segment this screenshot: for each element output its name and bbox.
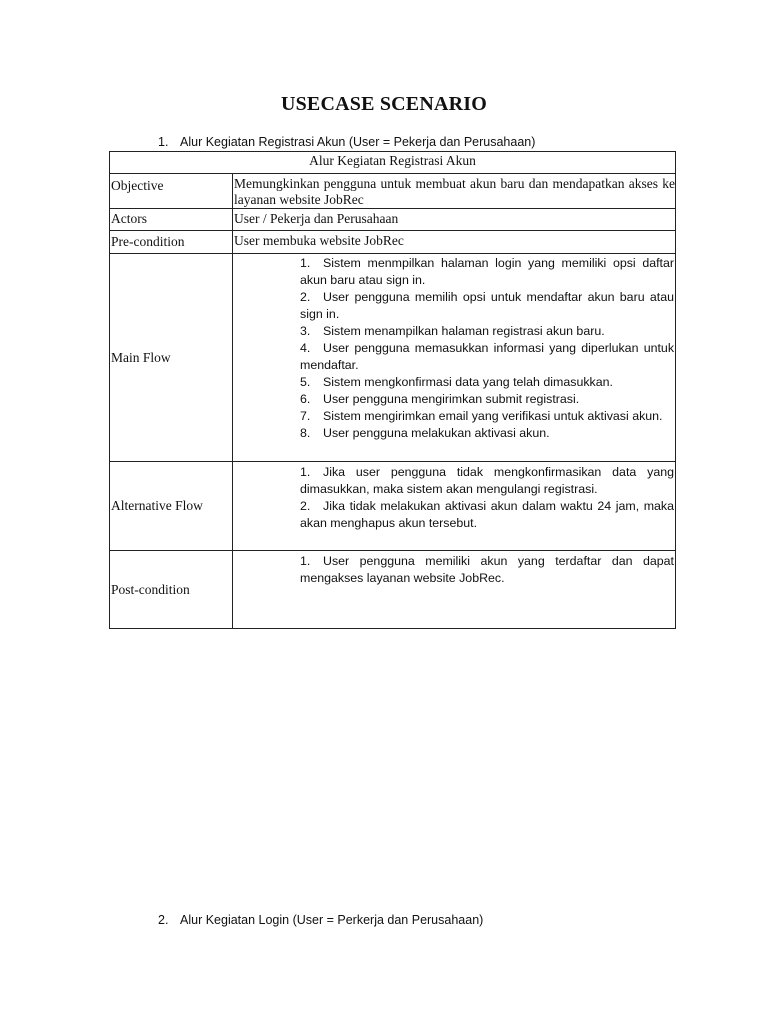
postcondition-list	[233, 553, 675, 587]
section-number: 1.	[158, 135, 169, 149]
table-row-precondition	[110, 231, 676, 254]
step-text: User pengguna melakukan aktivasi akun.	[323, 426, 550, 440]
list-item	[233, 425, 675, 442]
row-label-alternative-flow: Alternative Flow	[110, 462, 233, 551]
list-item	[233, 464, 675, 498]
step-number: 2.	[300, 499, 311, 513]
step-text: User pengguna memiliki akun yang terdaftar dan dapat mengakses layanan website JobRec.	[300, 554, 675, 585]
table-row-alternative-flow	[110, 462, 676, 551]
table-row-actors	[110, 209, 676, 231]
row-value-main-flow	[233, 254, 676, 462]
table-row-objective	[110, 174, 676, 209]
row-label-precondition: Pre-condition	[110, 231, 233, 254]
row-value-postcondition	[233, 551, 676, 629]
step-text: User pengguna memilih opsi untuk mendaftar akun baru atau sign in.	[300, 290, 675, 321]
row-label-actors: Actors	[110, 209, 233, 231]
step-text: Jika user pengguna tidak mengkonfirmasikan data yang dimasukkan, maka sistem akan mengulangi registrasi.	[300, 465, 675, 496]
step-number: 2.	[300, 290, 311, 304]
step-number: 1.	[300, 554, 311, 568]
row-value-actors: User / Pekerja dan Perusahaan	[233, 209, 676, 231]
step-text: User pengguna memasukkan informasi yang diperlukan untuk mendaftar.	[300, 341, 675, 372]
step-text: Jika tidak melakukan aktivasi akun dalam waktu 24 jam, maka akan menghapus akun tersebut.	[300, 499, 675, 530]
alternative-flow-list	[233, 464, 675, 532]
list-item	[233, 374, 675, 391]
step-text: Sistem menampilkan halaman registrasi akun baru.	[323, 324, 605, 338]
list-item	[233, 340, 675, 374]
list-item	[233, 255, 675, 289]
table-caption-row	[110, 152, 676, 174]
step-text: User pengguna mengirimkan submit registrasi.	[323, 392, 580, 406]
table-row-postcondition	[110, 551, 676, 629]
row-label-main-flow: Main Flow	[110, 254, 233, 462]
step-text: Sistem mengkonfirmasi data yang telah dimasukkan.	[323, 375, 613, 389]
main-flow-list	[233, 255, 675, 442]
list-item	[233, 553, 675, 587]
list-item	[233, 408, 675, 425]
step-number: 4.	[300, 341, 311, 355]
row-label-postcondition: Post-condition	[110, 551, 233, 629]
row-value-objective: Memungkinkan pengguna untuk membuat akun baru dan mendapatkan akses ke layanan website JobRec	[233, 174, 676, 209]
step-number: 1.	[300, 465, 311, 479]
section-title: Alur Kegiatan Login (User = Perkerja dan Perusahaan)	[180, 913, 484, 927]
step-number: 1.	[300, 256, 311, 270]
row-value-precondition: User membuka website JobRec	[233, 231, 676, 254]
list-item	[233, 391, 675, 408]
row-label-objective: Objective	[110, 174, 233, 209]
step-number: 8.	[300, 426, 311, 440]
step-number: 5.	[300, 375, 311, 389]
step-number: 6.	[300, 392, 311, 406]
section-heading-1	[158, 135, 535, 149]
step-number: 7.	[300, 409, 311, 423]
step-number: 3.	[300, 324, 311, 338]
row-value-alternative-flow	[233, 462, 676, 551]
list-item	[233, 323, 675, 340]
step-text: Sistem menmpilkan halaman login yang memiliki opsi daftar akun baru atau sign in.	[300, 256, 675, 287]
table-caption: Alur Kegiatan Registrasi Akun	[110, 152, 676, 174]
document-title: USECASE SCENARIO	[280, 93, 488, 115]
section-heading-2	[158, 913, 483, 927]
section-number: 2.	[158, 913, 169, 927]
table-row-main-flow	[110, 254, 676, 462]
section-title: Alur Kegiatan Registrasi Akun (User = Pekerja dan Perusahaan)	[180, 135, 536, 149]
list-item	[233, 289, 675, 323]
usecase-table	[109, 151, 676, 629]
list-item	[233, 498, 675, 532]
step-text: Sistem mengirimkan email yang verifikasi untuk aktivasi akun.	[323, 409, 663, 423]
